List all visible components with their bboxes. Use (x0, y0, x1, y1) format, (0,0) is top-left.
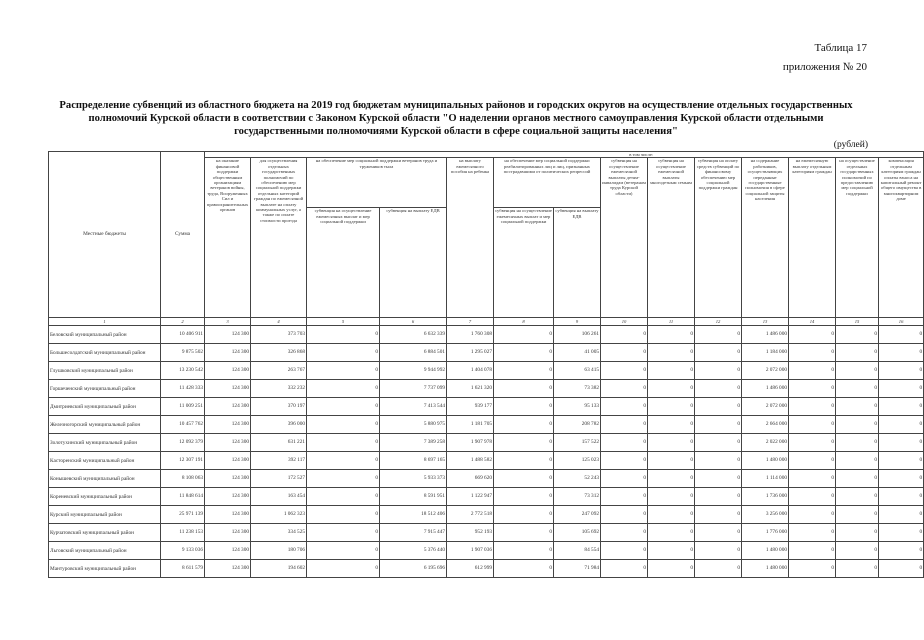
column-number-row (49, 318, 924, 326)
amount-cell: 2 072 000 (742, 398, 789, 416)
amount-cell: 0 (836, 434, 879, 452)
amount-cell: 6 632 339 (380, 326, 447, 344)
amount-cell: 105 692 (554, 524, 601, 542)
amount-cell: 0 (695, 542, 742, 560)
table-row (49, 560, 924, 578)
amount-cell: 1 486 000 (742, 326, 789, 344)
amount-cell: 0 (836, 416, 879, 434)
district-name-cell: Большесолдатский муниципальный район (49, 344, 161, 362)
amount-cell: 396 000 (251, 416, 307, 434)
amount-cell: 0 (648, 542, 695, 560)
amount-cell: 8 611 579 (161, 560, 205, 578)
amount-cell: 7 389 258 (380, 434, 447, 452)
table-row (49, 506, 924, 524)
amount-cell: 0 (836, 362, 879, 380)
header-col-10: субвенция на осуществление ежемесячной выплаты детям-инвалидам (ветеранам труда Курской области) (601, 158, 648, 318)
col-number: 15 (836, 318, 879, 326)
amount-cell: 0 (879, 344, 924, 362)
amount-cell: 25 971 139 (161, 506, 205, 524)
table-row (49, 542, 924, 560)
amount-cell: 5 376 440 (380, 542, 447, 560)
amount-cell: 0 (836, 326, 879, 344)
amount-cell: 0 (836, 470, 879, 488)
amount-cell: 0 (494, 434, 554, 452)
amount-cell: 0 (879, 452, 924, 470)
table-row (49, 362, 924, 380)
amount-cell: 1 776 000 (742, 524, 789, 542)
amount-cell: 0 (789, 452, 836, 470)
header-col-11: субвенция на осуществление ежемесячной выплаты многодетным семьям (648, 158, 695, 318)
amount-cell: 0 (836, 506, 879, 524)
amount-cell: 8 108 063 (161, 470, 205, 488)
table-row (49, 398, 924, 416)
amount-cell: 0 (307, 542, 380, 560)
header-col-7: на выплату ежемесячного пособия на ребенка (447, 158, 494, 318)
col-number: 2 (161, 318, 205, 326)
appendix-number: приложения № 20 (782, 61, 867, 73)
amount-cell: 0 (648, 452, 695, 470)
amount-cell: 0 (789, 416, 836, 434)
amount-cell: 1 488 582 (447, 452, 494, 470)
amount-cell: 1 062 323 (251, 506, 307, 524)
amount-cell: 0 (695, 488, 742, 506)
amount-cell: 194 602 (251, 560, 307, 578)
district-name-cell: Золотухинский муниципальный район (49, 434, 161, 452)
amount-cell: 0 (836, 488, 879, 506)
amount-cell: 0 (601, 416, 648, 434)
amount-cell: 0 (494, 542, 554, 560)
amount-cell: 208 782 (554, 416, 601, 434)
district-name-cell: Дмитриевский муниципальный район (49, 398, 161, 416)
amount-cell: 1 480 000 (742, 542, 789, 560)
amount-cell: 84 554 (554, 542, 601, 560)
amount-cell: 0 (648, 326, 695, 344)
amount-cell: 612 999 (447, 560, 494, 578)
amount-cell: 0 (836, 452, 879, 470)
col-number: 16 (879, 318, 924, 326)
amount-cell: 0 (648, 506, 695, 524)
amount-cell: 334 525 (251, 524, 307, 542)
amount-cell: 1 907 036 (447, 542, 494, 560)
amount-cell: 73 382 (554, 380, 601, 398)
table-row (49, 416, 924, 434)
amount-cell: 2 664 000 (742, 416, 789, 434)
amount-cell: 9 875 502 (161, 344, 205, 362)
col-number: 5 (307, 318, 380, 326)
amount-cell: 0 (879, 542, 924, 560)
amount-cell: 0 (648, 524, 695, 542)
amount-cell: 1 295 027 (447, 344, 494, 362)
header-col-15: на осуществление отдельных государственных полномочий по предоставлению мер социальной поддержки (836, 158, 879, 318)
amount-cell: 0 (789, 362, 836, 380)
col-number: 3 (205, 318, 251, 326)
amount-cell: 0 (494, 326, 554, 344)
amount-cell: 0 (601, 542, 648, 560)
amount-cell: 3 256 000 (742, 506, 789, 524)
amount-cell: 0 (695, 560, 742, 578)
amount-cell: 631 221 (251, 434, 307, 452)
col-number: 7 (447, 318, 494, 326)
amount-cell: 0 (601, 434, 648, 452)
amount-cell: 95 133 (554, 398, 601, 416)
amount-cell: 370 197 (251, 398, 307, 416)
amount-cell: 0 (879, 560, 924, 578)
amount-cell: 0 (307, 326, 380, 344)
amount-cell: 124 300 (205, 380, 251, 398)
amount-cell: 52 243 (554, 470, 601, 488)
amount-cell: 0 (307, 380, 380, 398)
col-number: 6 (380, 318, 447, 326)
table-row (49, 344, 924, 362)
amount-cell: 0 (879, 380, 924, 398)
district-name-cell: Курчатовский муниципальный район (49, 524, 161, 542)
amount-cell: 0 (836, 560, 879, 578)
amount-cell: 0 (789, 524, 836, 542)
amount-cell: 124 300 (205, 542, 251, 560)
amount-cell: 0 (695, 362, 742, 380)
amount-cell: 12 092 379 (161, 434, 205, 452)
amount-cell: 952 193 (447, 524, 494, 542)
amount-cell: 1 736 000 (742, 488, 789, 506)
amount-cell: 0 (601, 326, 648, 344)
amount-cell: 669 620 (447, 470, 494, 488)
amount-cell: 0 (307, 416, 380, 434)
header-col-12: субвенция на оплату средств субвенций по финансовому обеспечению мер социальной поддержки граждан (695, 158, 742, 318)
amount-cell: 11 848 614 (161, 488, 205, 506)
amount-cell: 326 868 (251, 344, 307, 362)
amount-cell: 0 (789, 380, 836, 398)
district-name-cell: Железногорский муниципальный район (49, 416, 161, 434)
header-col-14: на ежемесячную выплату отдельным категориям граждан (789, 158, 836, 318)
amount-cell: 0 (494, 470, 554, 488)
amount-cell: 0 (648, 380, 695, 398)
amount-cell: 1 184 000 (742, 344, 789, 362)
table-body (49, 326, 924, 578)
amount-cell: 0 (307, 398, 380, 416)
amount-cell: 0 (494, 506, 554, 524)
amount-cell: 0 (879, 416, 924, 434)
amount-cell: 0 (307, 434, 380, 452)
amount-cell: 0 (789, 488, 836, 506)
amount-cell: 124 300 (205, 362, 251, 380)
amount-cell: 125 023 (554, 452, 601, 470)
amount-cell: 0 (648, 416, 695, 434)
amount-cell: 0 (836, 380, 879, 398)
amount-cell: 0 (695, 452, 742, 470)
amount-cell: 0 (601, 398, 648, 416)
amount-cell: 2 022 000 (742, 434, 789, 452)
amount-cell: 0 (879, 524, 924, 542)
col-number: 10 (601, 318, 648, 326)
amount-cell: 0 (836, 344, 879, 362)
unit-label: (рублей) (833, 140, 868, 150)
header-sum: Сумма (161, 152, 205, 318)
table-row (49, 470, 924, 488)
amount-cell: 0 (307, 488, 380, 506)
amount-cell: 0 (601, 380, 648, 398)
amount-cell: 6 884 501 (380, 344, 447, 362)
amount-cell: 0 (879, 326, 924, 344)
amount-cell: 0 (307, 344, 380, 362)
col-number: 1 (49, 318, 161, 326)
amount-cell: 1 621 320 (447, 380, 494, 398)
table-row (49, 434, 924, 452)
amount-cell: 73 312 (554, 488, 601, 506)
amount-cell: 0 (695, 416, 742, 434)
amount-cell: 1 760 308 (447, 326, 494, 344)
amount-cell: 0 (601, 488, 648, 506)
amount-cell: 0 (879, 398, 924, 416)
amount-cell: 0 (307, 524, 380, 542)
district-name-cell: Льговский муниципальный район (49, 542, 161, 560)
header-col-4: для осуществления отдельных государственных полномочий по обеспечению мер социальной поддержки отдельных категорий граждан по ежемесячной выплате на оплату коммунальных услуг, а также по оплате стоимости проезда (251, 158, 307, 318)
amount-cell: 263 767 (251, 362, 307, 380)
amount-cell: 1 480 000 (742, 560, 789, 578)
amount-cell: 0 (695, 470, 742, 488)
col-number: 14 (789, 318, 836, 326)
amount-cell: 0 (494, 344, 554, 362)
amount-cell: 8 591 951 (380, 488, 447, 506)
amount-cell: 0 (307, 452, 380, 470)
amount-cell: 172 527 (251, 470, 307, 488)
amount-cell: 63 415 (554, 362, 601, 380)
col-number: 12 (695, 318, 742, 326)
amount-cell: 0 (601, 344, 648, 362)
amount-cell: 11 009 251 (161, 398, 205, 416)
district-name-cell: Мантуровский муниципальный район (49, 560, 161, 578)
amount-cell: 0 (307, 470, 380, 488)
table-row (49, 488, 924, 506)
amount-cell: 7 413 544 (380, 398, 447, 416)
amount-cell: 0 (836, 542, 879, 560)
amount-cell: 124 300 (205, 506, 251, 524)
table-number: Таблица 17 (814, 42, 867, 54)
amount-cell: 0 (695, 326, 742, 344)
header-col-16: компенсация отдельным категориям граждан оплаты взноса на капитальный ремонт общего имущества в многоквартирном доме (879, 158, 924, 318)
district-name-cell: Беловский муниципальный район (49, 326, 161, 344)
amount-cell: 0 (789, 344, 836, 362)
amount-cell: 0 (695, 398, 742, 416)
amount-cell: 10 406 911 (161, 326, 205, 344)
amount-cell: 5 933 373 (380, 470, 447, 488)
district-name-cell: Горшеченский муниципальный район (49, 380, 161, 398)
amount-cell: 41 005 (554, 344, 601, 362)
amount-cell: 124 300 (205, 560, 251, 578)
amount-cell: 0 (648, 470, 695, 488)
amount-cell: 11 428 333 (161, 380, 205, 398)
amount-cell: 0 (836, 524, 879, 542)
amount-cell: 2 772 518 (447, 506, 494, 524)
amount-cell: 0 (494, 416, 554, 434)
header-in-which: в том числе: (205, 152, 924, 158)
amount-cell: 0 (601, 506, 648, 524)
amount-cell: 7 915 447 (380, 524, 447, 542)
amount-cell: 0 (601, 470, 648, 488)
district-name-cell: Кореневский муниципальный район (49, 488, 161, 506)
amount-cell: 18 512 406 (380, 506, 447, 524)
amount-cell: 12 307 191 (161, 452, 205, 470)
header-col-5-6: на обеспечение мер социальной поддержки ветеранов труда и тружеников тыла (307, 158, 447, 208)
col-number: 4 (251, 318, 307, 326)
amount-cell: 0 (836, 398, 879, 416)
amount-cell: 124 300 (205, 488, 251, 506)
col-number: 9 (554, 318, 601, 326)
table-row (49, 452, 924, 470)
header-local-budgets: Местные бюджеты (49, 152, 161, 318)
amount-cell: 124 300 (205, 344, 251, 362)
amount-cell: 124 300 (205, 452, 251, 470)
amount-cell: 0 (695, 524, 742, 542)
amount-cell: 163 454 (251, 488, 307, 506)
amount-cell: 0 (601, 452, 648, 470)
col-number: 8 (494, 318, 554, 326)
amount-cell: 0 (601, 524, 648, 542)
amount-cell: 1 404 078 (447, 362, 494, 380)
amount-cell: 9 133 036 (161, 542, 205, 560)
amount-cell: 0 (494, 560, 554, 578)
amount-cell: 0 (494, 452, 554, 470)
amount-cell: 157 522 (554, 434, 601, 452)
header-col-13: на содержание работников, осуществляющих переданные государственные полномочия в сфере социальной защиты населения (742, 158, 789, 318)
amount-cell: 0 (789, 470, 836, 488)
amount-cell: 106 261 (554, 326, 601, 344)
amount-cell: 0 (789, 434, 836, 452)
amount-cell: 11 238 153 (161, 524, 205, 542)
amount-cell: 10 457 762 (161, 416, 205, 434)
amount-cell: 0 (879, 470, 924, 488)
amount-cell: 0 (648, 560, 695, 578)
amount-cell: 124 300 (205, 416, 251, 434)
amount-cell: 1 122 947 (447, 488, 494, 506)
amount-cell: 0 (789, 326, 836, 344)
table-row (49, 326, 924, 344)
amount-cell: 9 944 992 (380, 362, 447, 380)
amount-cell: 0 (879, 434, 924, 452)
district-name-cell: Курский муниципальный район (49, 506, 161, 524)
amount-cell: 2 072 000 (742, 362, 789, 380)
amount-cell: 0 (879, 488, 924, 506)
amount-cell: 0 (648, 362, 695, 380)
amount-cell: 124 300 (205, 470, 251, 488)
amount-cell: 6 195 696 (380, 560, 447, 578)
header-col-6: субвенция на выплату ЕДВ (380, 208, 447, 318)
document-title: Распределение субвенций из областного бюджета на 2019 год бюджетам муниципальных районов и городских округов на осуществление отдельных государственных полномочий Курской области в соответствии с Законом Курской области "О наделении органов местного самоуправления Курской области отдельными государственными полномочиями Курской области в сфере социальной защиты населения" (59, 100, 853, 137)
amount-cell: 0 (307, 362, 380, 380)
table-row (49, 524, 924, 542)
amount-cell: 1 480 000 (742, 452, 789, 470)
amount-cell: 5 880 975 (380, 416, 447, 434)
amount-cell: 392 117 (251, 452, 307, 470)
amount-cell: 0 (494, 398, 554, 416)
col-number: 13 (742, 318, 789, 326)
amount-cell: 124 300 (205, 398, 251, 416)
amount-cell: 1 486 000 (742, 380, 789, 398)
amount-cell: 332 232 (251, 380, 307, 398)
amount-cell: 0 (307, 506, 380, 524)
amount-cell: 0 (695, 344, 742, 362)
amount-cell: 0 (648, 344, 695, 362)
district-name-cell: Глушковский муниципальный район (49, 362, 161, 380)
district-name-cell: Конышевский муниципальный район (49, 470, 161, 488)
amount-cell: 0 (601, 560, 648, 578)
amount-cell: 0 (789, 506, 836, 524)
amount-cell: 0 (789, 542, 836, 560)
table-row (49, 380, 924, 398)
amount-cell: 0 (494, 524, 554, 542)
amount-cell: 180 706 (251, 542, 307, 560)
amount-cell: 373 703 (251, 326, 307, 344)
amount-cell: 71 984 (554, 560, 601, 578)
amount-cell: 939 177 (447, 398, 494, 416)
subsidy-table (48, 151, 924, 578)
amount-cell: 0 (879, 506, 924, 524)
amount-cell: 0 (648, 398, 695, 416)
amount-cell: 1 907 978 (447, 434, 494, 452)
header-col-8: субвенция на осуществление ежемесячных выплат и мер социальной поддержки (494, 208, 554, 318)
amount-cell: 247 092 (554, 506, 601, 524)
amount-cell: 1 181 705 (447, 416, 494, 434)
amount-cell: 0 (695, 380, 742, 398)
amount-cell: 0 (695, 434, 742, 452)
amount-cell: 124 300 (205, 326, 251, 344)
amount-cell: 0 (494, 380, 554, 398)
col-number: 11 (648, 318, 695, 326)
amount-cell: 0 (695, 506, 742, 524)
header-col-9: субвенция на выплату ЕДВ (554, 208, 601, 318)
amount-cell: 0 (879, 362, 924, 380)
amount-cell: 7 737 099 (380, 380, 447, 398)
amount-cell: 0 (789, 398, 836, 416)
amount-cell: 124 300 (205, 434, 251, 452)
header-col-3: на оказание финансовой поддержки общественным организациям ветеранов войны, труда, Вооруженных Сил и правоохранительных органов (205, 158, 251, 318)
amount-cell: 0 (601, 362, 648, 380)
amount-cell: 0 (307, 560, 380, 578)
amount-cell: 1 114 000 (742, 470, 789, 488)
district-name-cell: Касторенский муниципальный район (49, 452, 161, 470)
header-col-5: субвенция на осуществление ежемесячных выплат и мер социальной поддержки (307, 208, 380, 318)
amount-cell: 0 (494, 488, 554, 506)
amount-cell: 0 (494, 362, 554, 380)
amount-cell: 8 697 165 (380, 452, 447, 470)
amount-cell: 0 (648, 488, 695, 506)
header-col-8-9: на обеспечение мер социальной поддержки реабилитированных лиц и лиц, признанных пострадавшими от политических репрессий (494, 158, 601, 208)
amount-cell: 13 230 542 (161, 362, 205, 380)
amount-cell: 124 300 (205, 524, 251, 542)
amount-cell: 0 (648, 434, 695, 452)
amount-cell: 0 (789, 560, 836, 578)
